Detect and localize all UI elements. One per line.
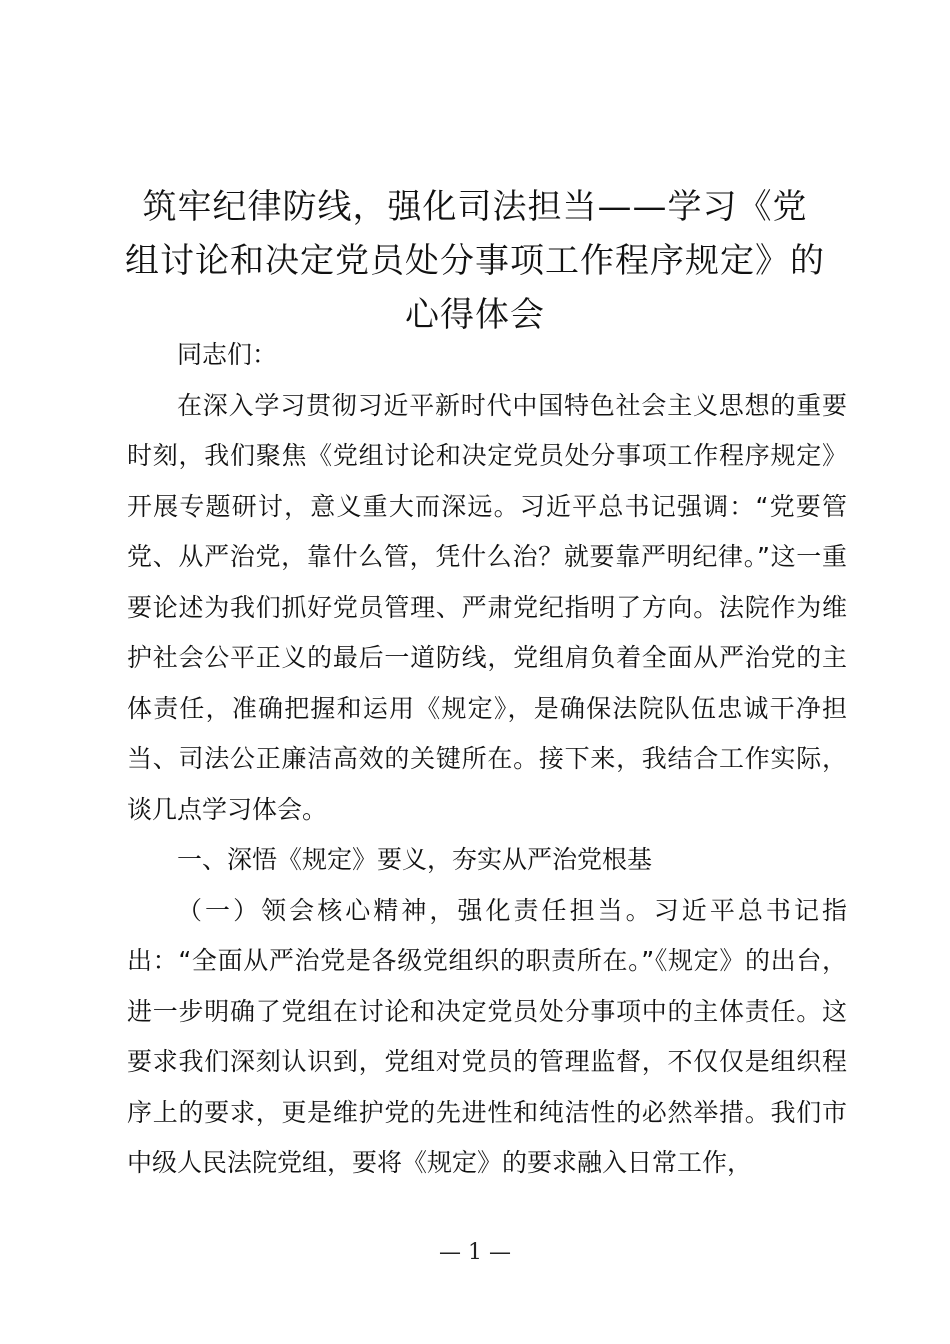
document-title bbox=[110, 180, 840, 342]
document-body bbox=[127, 330, 847, 1189]
salutation: 同志们： bbox=[177, 340, 278, 369]
paragraph-section-1-1: （一）领会核心精神，强化责任担当。习近平总书记指出：“全面从严治党是各级党组织的职责所在。”《规定》的出台，进一步明确了党组在讨论和决定党员处分事项中的主体责任。这要求我们深刻认识到，党组对党员的管理监督，不仅仅是组织程序上的要求，更是维护党的先进性和纯洁性的必然举措。我们市中级人民法院党组，要将《规定》的要求融入日常工作， bbox=[127, 895, 847, 1177]
section-heading-1: 一、深悟《规定》要义，夯实从严治党根基 bbox=[177, 845, 653, 874]
title-line-3: 心得体会 bbox=[405, 295, 545, 335]
title-line-1: 筑牢纪律防线，强化司法担当——学习《党 bbox=[142, 187, 808, 227]
paragraph-intro: 在深入学习贯彻习近平新时代中国特色社会主义思想的重要时刻，我们聚焦《党组讨论和决定党员处分事项工作程序规定》开展专题研讨，意义重大而深远。习近平总书记强调：“党要管党、从严治党，靠什么管，凭什么治？就要靠严明纪律。”这一重要论述为我们抓好党员管理、严肃党纪指明了方向。法院作为维护社会公平正义的最后一道防线，党组肩负着全面从严治党的主体责任，准确把握和运用《规定》，是确保法院队伍忠诚干净担当、司法公正廉洁高效的关键所在。接下来，我结合工作实际，谈几点学习体会。 bbox=[127, 390, 847, 824]
title-line-2: 组讨论和决定党员处分事项工作程序规定》的 bbox=[125, 241, 825, 281]
page-number: — 1 — bbox=[439, 1240, 511, 1265]
